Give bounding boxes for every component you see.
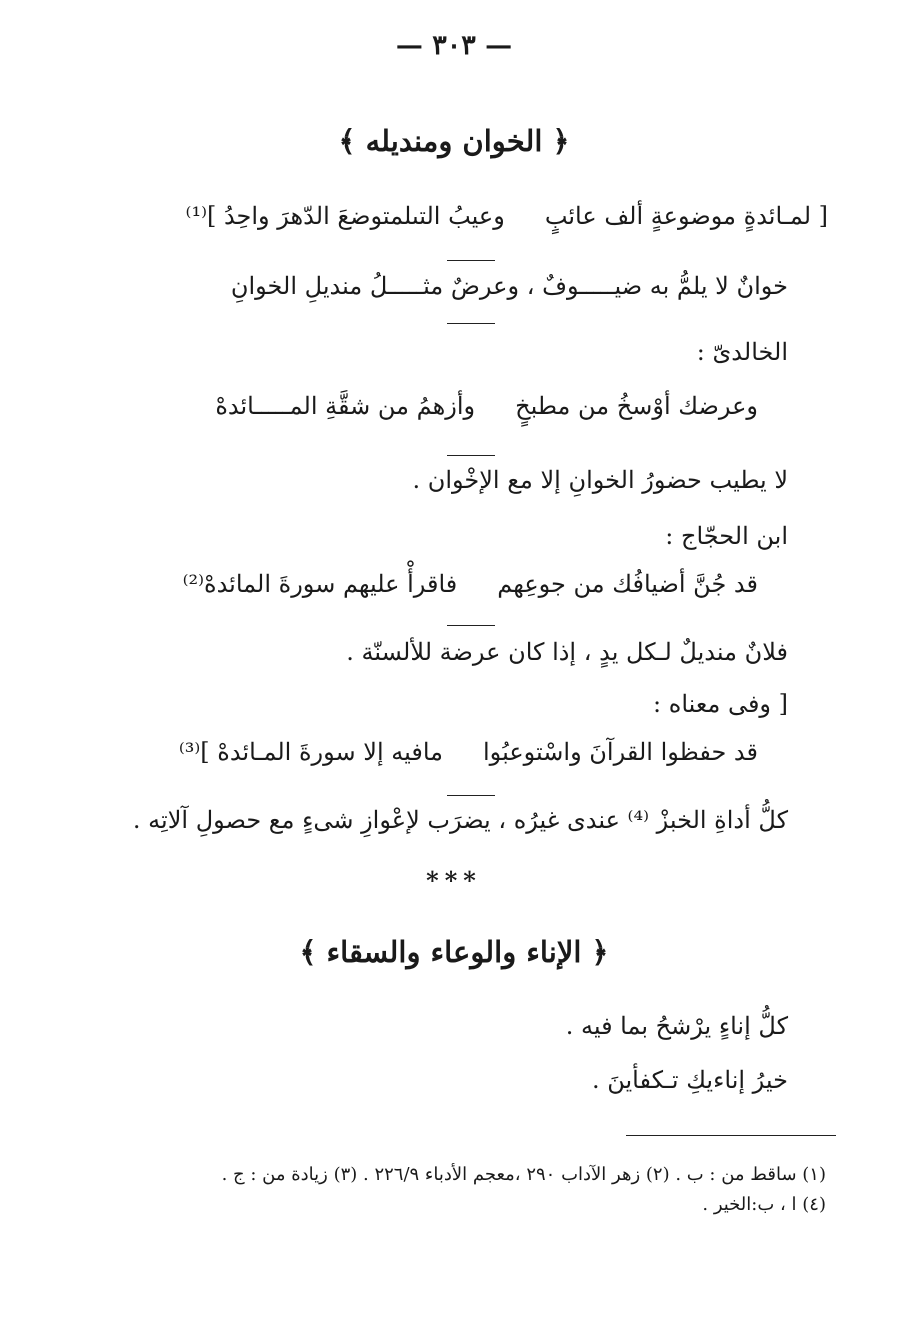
meaning-label: [ وفى معناه :	[653, 690, 788, 718]
verse-hemistich-second: مافيه إلا سورةَ المـائدهْ ]⁽³⁾	[178, 738, 444, 766]
verse-hemistich-first: قد جُنَّ أضيافُك من جوعِهم	[497, 570, 758, 598]
verse-hemistich-second: وأزهمُ من شقَّةِ المـــــائدهْ	[215, 392, 476, 420]
verse-separator	[447, 795, 495, 796]
verse-separator	[447, 260, 495, 261]
verse-hemistich-first: وعرضك أوْسخُ من مطبخٍ	[515, 392, 758, 420]
proverb-line: كلُّ إناءٍ يرْشحُ بما فيه .	[565, 1012, 788, 1040]
section-divider-stars: ***	[426, 866, 482, 895]
verse-hemistich-second: وعيبُ التىلمتوضعَ الدّهرَ واحِدُ ]⁽¹⁾	[185, 202, 505, 230]
poet-label: الخالدىّ :	[696, 338, 788, 366]
verse-hemistich-first: [ لمـائدةٍ موضوعةٍ ألف عائبٍ	[544, 202, 828, 230]
proverb-line: خيرُ إناءيكِ تـكفأينَ .	[591, 1066, 788, 1094]
page-number: — ٣٠٣ —	[395, 30, 513, 61]
verse-separator	[447, 323, 495, 324]
footnote-rule	[626, 1135, 836, 1136]
proverb-line: كلُّ أداةِ الخبزْ ⁽⁴⁾ عندى غيرُه ، يضرَب لإعْوازِ شىءٍ مع حصولِ آلاتِه .	[132, 806, 788, 834]
proverb-line: فلانٌ منديلٌ لـكل يدٍ ، إذا كان عرضة للألسنّة .	[346, 638, 788, 666]
verse-hemistich-first: قد حفظوا القرآنَ واسْتوعبُوا	[483, 738, 758, 766]
poet-label: ابن الحجّاج :	[665, 522, 788, 550]
verse-separator	[447, 455, 495, 456]
section-title: ﴿ الإناء والوعاء والسقاء ﴾	[299, 935, 609, 969]
footnote-line: (١) ساقط من : ب . (٢) زهر الآداب ٢٩٠ ،معجم الأدباء ٢٢٦/٩ . (٣) زيادة من : ج .	[221, 1164, 826, 1185]
verse-separator	[447, 625, 495, 626]
proverb-line: لا يطيب حضورُ الخوانِ إلا مع الإخْوان .	[412, 466, 788, 494]
verse-line	[183, 570, 758, 598]
footnote-line: (٤) ا ، ب:الخير .	[702, 1194, 826, 1215]
verse-line	[215, 392, 758, 420]
prose-line: خوانٌ لا يلمُّ به ضيـــــوفٌ ، وعرضٌ مثـــــلُ منديلِ الخوانِ	[230, 272, 788, 300]
verse-line	[179, 738, 758, 766]
verse-hemistich-second: فاقرأْ عليهم سورةَ المائدهْ⁽²⁾	[182, 570, 458, 598]
section-title: ﴿ الخوان ومنديله ﴾	[338, 124, 570, 158]
verse-line	[186, 202, 828, 230]
